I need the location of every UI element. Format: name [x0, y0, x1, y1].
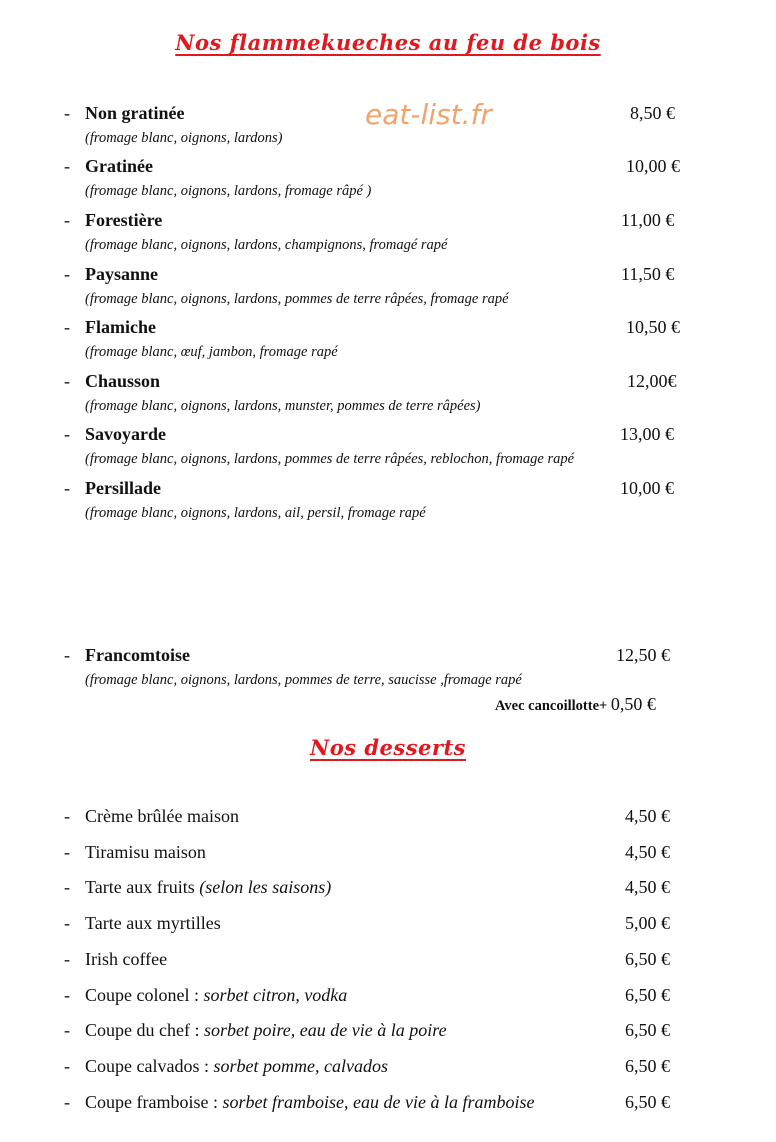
dessert-price: 6,50 € [625, 949, 670, 969]
watermark: eat-list.fr [365, 98, 492, 131]
dessert-detail: (selon les saisons) [199, 877, 332, 897]
list-dash: - [64, 156, 70, 176]
dessert-price: 4,50 € [625, 842, 670, 862]
list-dash: - [64, 949, 70, 969]
item-name: Persillade [85, 478, 161, 498]
item-price: 12,50 € [616, 645, 670, 665]
item-description: (fromage blanc, oignons, lardons, pommes de terre râpées, fromage rapé [85, 291, 509, 307]
dessert-name: Crème brûlée maison [85, 806, 239, 826]
item-price: 8,50 € [630, 103, 675, 123]
cancoillotte-supplement [495, 694, 656, 715]
item-name: Chausson [85, 371, 161, 391]
dessert-price: 6,50 € [625, 1020, 670, 1040]
item-description: (fromage blanc, oignons, lardons, munster, pommes de terre râpées) [85, 398, 481, 414]
item-name: Paysanne [85, 264, 159, 284]
item-description: (fromage blanc, oignons, lardons, ail, persil, fromage rapé [85, 505, 426, 521]
dessert-name: Coupe du chef : sorbet poire, eau de vie à la poire [85, 1020, 447, 1040]
item-price: 11,00 € [621, 210, 675, 230]
item-price: 10,50 € [626, 317, 680, 337]
item-description: (fromage blanc, oignons, lardons) [85, 130, 283, 146]
item-name: Forestière [85, 210, 163, 230]
list-dash: - [64, 371, 70, 391]
item-description: (fromage blanc, oignons, lardons, champignons, fromagé rapé [85, 237, 448, 253]
dessert-name: Tarte aux myrtilles [85, 913, 221, 933]
dessert-detail: sorbet pomme, calvados [213, 1056, 388, 1076]
desserts-title: Nos desserts [310, 735, 466, 760]
dessert-name: Coupe framboise : sorbet framboise, eau de vie à la framboise [85, 1092, 535, 1112]
item-name: Savoyarde [85, 424, 166, 444]
dessert-name: Irish coffee [85, 949, 168, 969]
list-dash: - [64, 1020, 70, 1040]
dessert-name: Tarte aux fruits (selon les saisons) [85, 877, 332, 897]
list-dash: - [64, 1056, 70, 1076]
list-dash: - [64, 913, 70, 933]
dessert-detail: sorbet poire, eau de vie à la poire [203, 1020, 447, 1040]
item-name: Francomtoise [85, 645, 190, 665]
list-dash: - [64, 103, 70, 123]
list-dash: - [64, 645, 70, 665]
list-dash: - [64, 478, 70, 498]
item-price: 11,50 € [621, 264, 675, 284]
supplement-price: 0,50 € [610, 694, 656, 714]
dessert-price: 6,50 € [625, 1092, 670, 1112]
list-dash: - [64, 806, 70, 826]
list-dash: - [64, 1092, 70, 1112]
dessert-price: 5,00 € [625, 913, 670, 933]
dessert-price: 4,50 € [625, 877, 670, 897]
list-dash: - [64, 877, 70, 897]
item-price: 13,00 € [620, 424, 674, 444]
dessert-name: Coupe colonel : sorbet citron, vodka [85, 985, 348, 1005]
list-dash: - [64, 264, 70, 284]
list-dash: - [64, 424, 70, 444]
supplement-label: Avec cancoillotte+ [495, 698, 608, 714]
item-description: (fromage blanc, oignons, lardons, fromage râpé ) [85, 183, 372, 199]
list-dash: - [64, 210, 70, 230]
item-description: (fromage blanc, oignons, lardons, pommes de terre râpées, reblochon, fromage rapé [85, 451, 575, 467]
item-description: (fromage blanc, œuf, jambon, fromage rapé [85, 344, 338, 360]
dessert-price: 6,50 € [625, 1056, 670, 1076]
dessert-price: 6,50 € [625, 985, 670, 1005]
item-name: Non gratinée [85, 103, 185, 123]
list-dash: - [64, 842, 70, 862]
dessert-detail: sorbet framboise, eau de vie à la framboise [222, 1092, 535, 1112]
item-price: 10,00 € [626, 156, 680, 176]
item-description: (fromage blanc, oignons, lardons, pommes de terre, saucisse ,fromage rapé [85, 672, 522, 688]
flammekueches-title: Nos flammekueches au feu de bois [175, 30, 601, 55]
item-name: Gratinée [85, 156, 153, 176]
dessert-detail: sorbet citron, vodka [203, 985, 348, 1005]
item-price: 12,00€ [627, 371, 677, 391]
item-name: Flamiche [85, 317, 156, 337]
list-dash: - [64, 317, 70, 337]
list-dash: - [64, 985, 70, 1005]
dessert-name: Coupe calvados : sorbet pomme, calvados [85, 1056, 388, 1076]
dessert-name: Tiramisu maison [85, 842, 206, 862]
item-price: 10,00 € [620, 478, 674, 498]
dessert-price: 4,50 € [625, 806, 670, 826]
